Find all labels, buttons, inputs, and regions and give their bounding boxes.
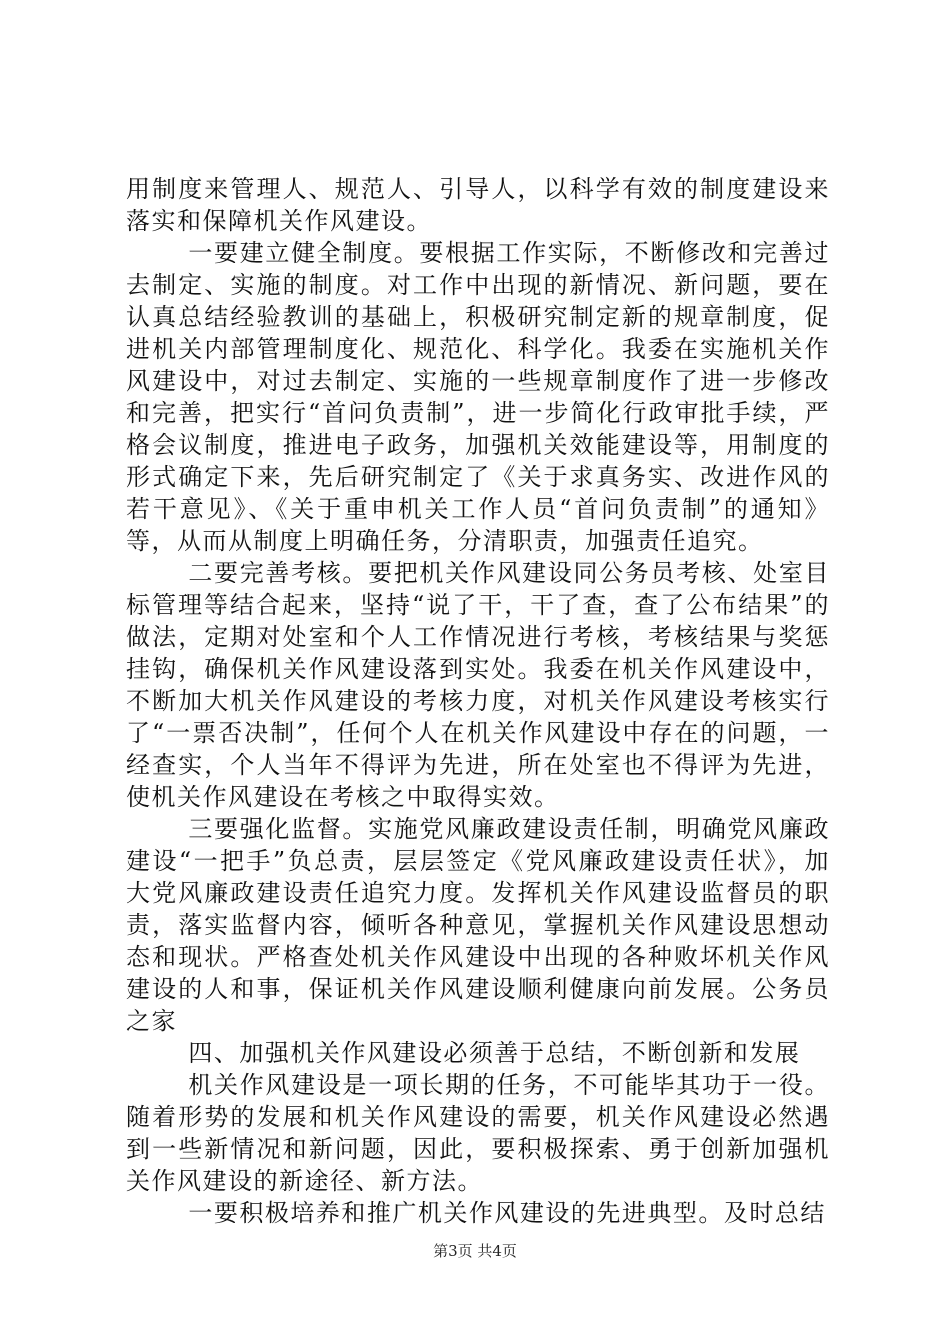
- paragraph-3: 二要完善考核。要把机关作风建设同公务员考核、处室目标管理等结合起来，坚持“说了干，干了查，查了公布结果”的做法，定期对处室和个人工作情况进行考核，考核结果与奖惩挂钩，确保机关作风建设落到实处。我委在机关作风建设中，不断加大机关作风建设的考核力度，对机关作风建设考核实行了“一票否决制”，任何个人在机关作风建设中存在的问题，一经查实，个人当年不得评为先进，所在处室也不得评为先进，使机关作风建设在考核之中取得实效。: [126, 559, 830, 811]
- document-body: [126, 173, 830, 1229]
- paragraph-5: 机关作风建设是一项长期的任务，不可能毕其功于一役。随着形势的发展和机关作风建设的需要，机关作风建设必然遇到一些新情况和新问题，因此，要积极探索、勇于创新加强机关作风建设的新途径、新方法。: [126, 1071, 830, 1195]
- page-footer: [0, 1241, 950, 1261]
- paragraph-2: 一要建立健全制度。要根据工作实际，不断修改和完善过去制定、实施的制度。对工作中出现的新情况、新问题，要在认真总结经验教训的基础上，积极研究制定新的规章制度，促进机关内部管理制度化、规范化、科学化。我委在实施机关作风建设中，对过去制定、实施的一些规章制度作了进一步修改和完善，把实行“首问负责制”，进一步简化行政审批手续，严格会议制度，推进电子政务，加强机关效能建设等，用制度的形式确定下来，先后研究制定了《关于求真务实、改进作风的若干意见》、《关于重申机关工作人员“首问负责制”的通知》等，从而从制度上明确任务，分清职责，加强责任追究。: [126, 239, 830, 555]
- paragraph-4: 三要强化监督。实施党风廉政建设责任制，明确党风廉政建设“一把手”负总责，层层签定《党风廉政建设责任状》，加大党风廉政建设责任追究力度。发挥机关作风建设监督员的职责，落实监督内容，倾听各种意见，掌握机关作风建设思想动态和现状。严格查处机关作风建设中出现的各种败坏机关作风建设的人和事，保证机关作风建设顺利健康向前发展。公务员之家: [126, 815, 830, 1035]
- section-heading-4: 四、加强机关作风建设必须善于总结，不断创新和发展: [188, 1039, 801, 1067]
- page-number: 第3页 共4页: [433, 1242, 517, 1260]
- paragraph-6: 一要积极培养和推广机关作风建设的先进典型。及时总结: [188, 1199, 826, 1227]
- paragraph-1: 用制度来管理人、规范人、引导人，以科学有效的制度建设来落实和保障机关作风建设。: [126, 175, 830, 235]
